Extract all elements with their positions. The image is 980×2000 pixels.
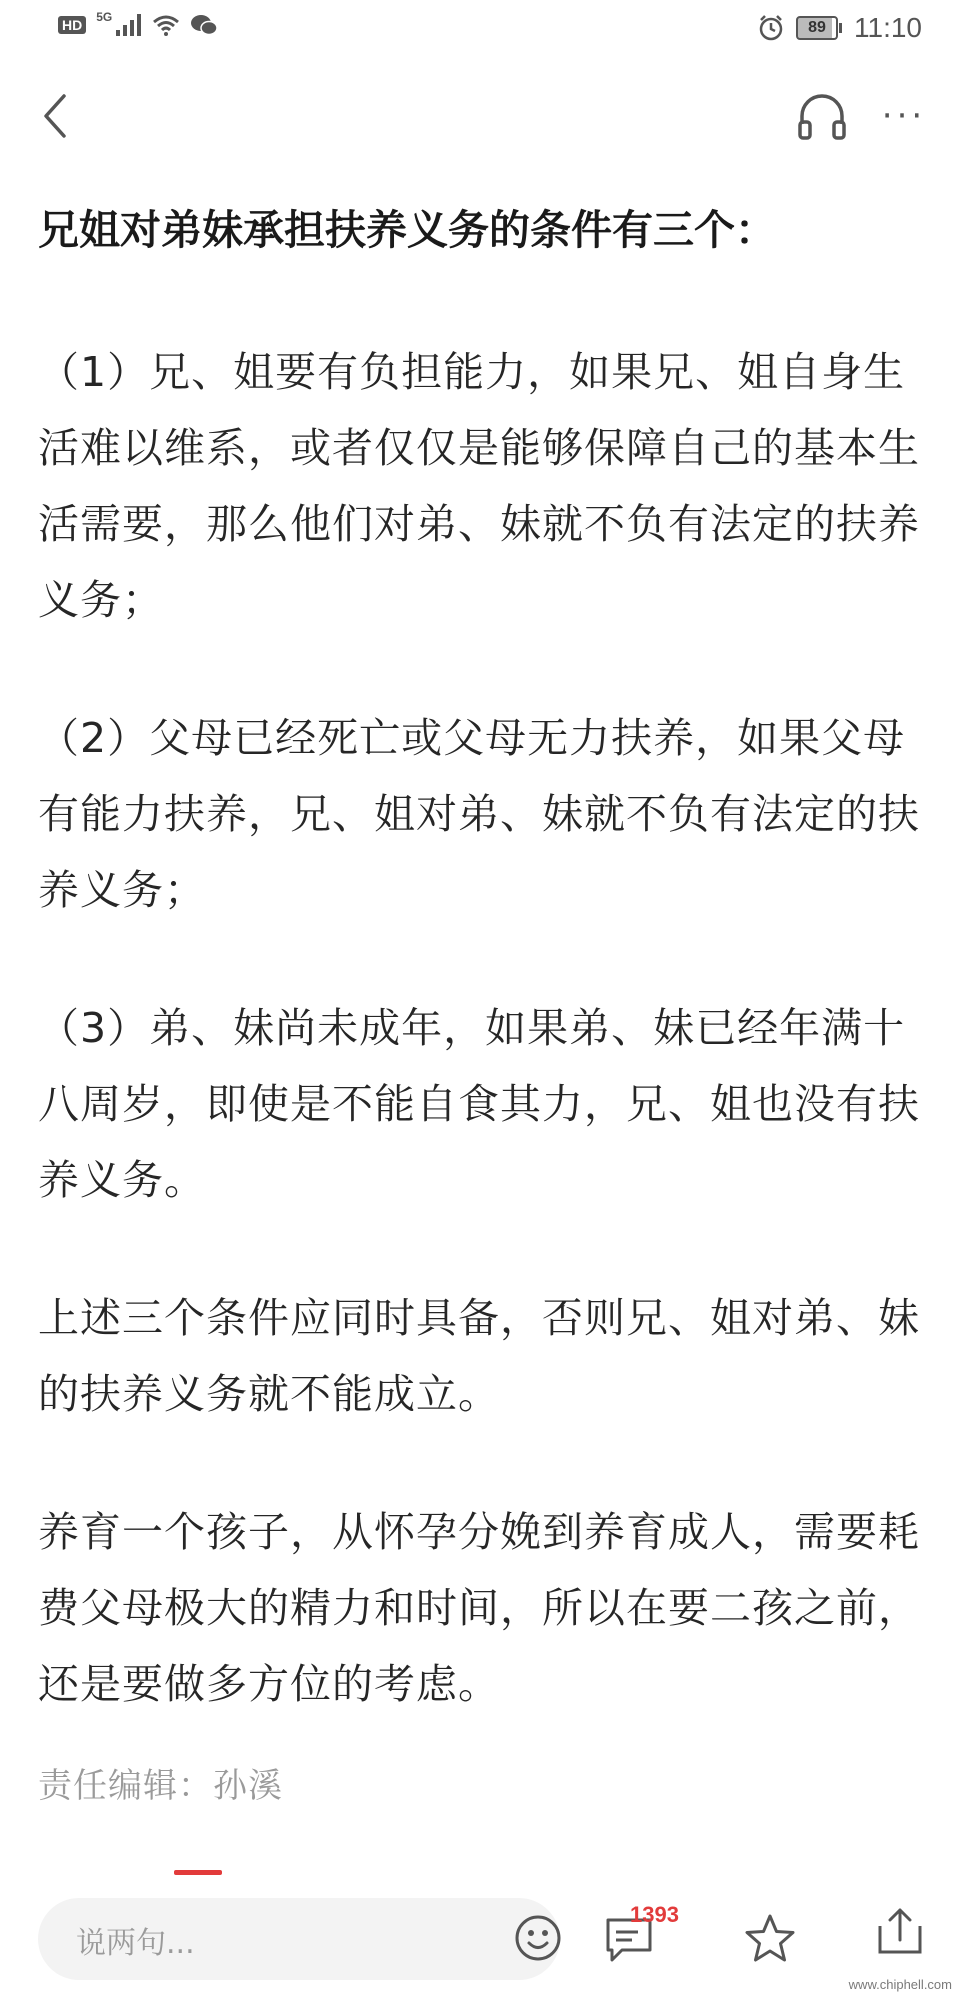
clock: 11:10: [854, 12, 922, 43]
share-icon: [870, 1902, 930, 1962]
emoji-button[interactable]: [512, 1912, 564, 1964]
wifi-icon: [152, 14, 180, 36]
battery-indicator: [796, 16, 842, 40]
wechat-icon: [190, 14, 218, 36]
alarm-icon: [758, 15, 784, 41]
listen-button[interactable]: [796, 90, 848, 142]
comment-placeholder: 说两句...: [76, 1926, 195, 1961]
scroll-indicator: [174, 1870, 222, 1875]
status-bar: [0, 0, 980, 62]
editor-credit: 责任编辑：孙溪: [38, 1766, 283, 1806]
comment-count-badge: 1393: [630, 1902, 679, 1927]
battery-level: 89: [796, 16, 838, 40]
share-button[interactable]: [870, 1902, 930, 1962]
emoji-icon: [512, 1912, 564, 1964]
status-left: [58, 10, 218, 36]
star-icon: [742, 1912, 798, 1966]
more-button[interactable]: ···: [881, 96, 927, 136]
favorite-button[interactable]: [742, 1912, 798, 1966]
signal-icon: [116, 14, 142, 36]
network-type: 5G: [96, 10, 113, 24]
watermark: www.chiphell.com: [848, 1977, 952, 1992]
paragraph-4: 上述三个条件应同时具备，否则兄、姐对弟、妹的扶养义务就不能成立。: [38, 1294, 920, 1418]
article-heading: 兄姐对弟妹承担扶养义务的条件有三个：: [38, 206, 776, 254]
nav-bar: [0, 70, 980, 160]
bottom-action-bar: [0, 1870, 980, 2000]
paragraph-5: 养育一个孩子，从怀孕分娩到养育成人，需要耗费父母极大的精力和时间，所以在要二孩之前，还是要做多方位的考虑。: [38, 1508, 920, 1708]
headphones-icon: [796, 90, 848, 142]
status-right: [758, 12, 922, 44]
paragraph-2: （2）父母已经死亡或父母无力扶养，如果父母有能力扶养，兄、姐对弟、妹就不负有法定的扶养义务；: [38, 714, 920, 914]
article-body: [38, 200, 942, 1784]
chevron-left-icon: [36, 90, 80, 142]
paragraph-1: （1）兄、姐要有负担能力，如果兄、姐自身生活难以维系，或者仅仅是能够保障自己的基本生活需要，那么他们对弟、妹就不负有法定的扶养义务；: [38, 348, 920, 624]
comment-input[interactable]: [38, 1898, 560, 1980]
back-button[interactable]: [36, 90, 80, 142]
battery-tip: [839, 23, 842, 33]
paragraph-3: （3）弟、妹尚未成年，如果弟、妹已经年满十八周岁，即使是不能自食其力，兄、姐也没有扶养义务。: [38, 1004, 920, 1204]
hd-badge: HD: [58, 16, 86, 34]
